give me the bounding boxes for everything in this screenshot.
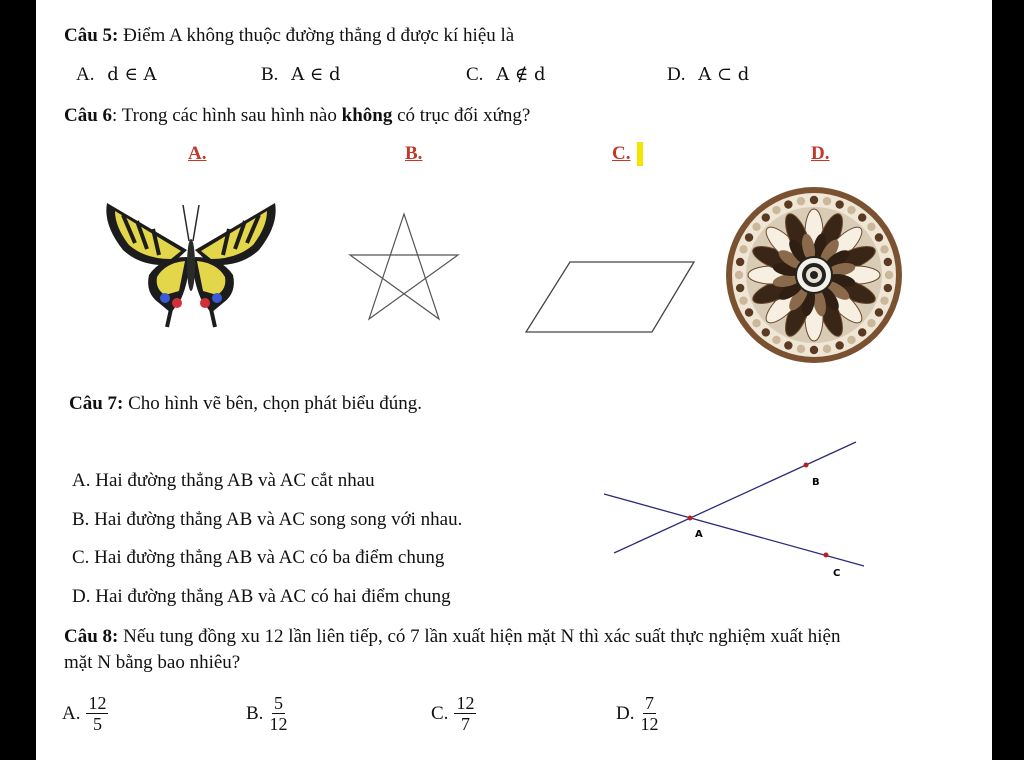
q5-option-d[interactable]: [667, 64, 749, 86]
q7-text: Cho hình vẽ bên, chọn phát biểu đúng.: [128, 393, 423, 414]
circular-mosaic-image: [724, 185, 904, 365]
lines-ab-ac-diagram: [596, 435, 876, 585]
text-cursor-highlight: [637, 142, 643, 166]
q8-option-d-fraction: [640, 693, 658, 734]
q8-option-a-letter: A.: [62, 702, 81, 724]
q8-option-a-numerator: 12: [88, 693, 107, 713]
q6-label-c[interactable]: C.: [612, 143, 631, 164]
q8-option-b-letter: B.: [246, 702, 264, 724]
q6-number: Câu 6: [64, 105, 113, 126]
q6-text-pre: : Trong các hình sau hình nào: [112, 105, 342, 126]
q5-option-a-letter: A.: [76, 64, 95, 85]
q5-option-a[interactable]: [76, 64, 157, 86]
q8-option-b-fraction: [269, 693, 287, 734]
q6-label-d[interactable]: D.: [811, 143, 830, 164]
q8-option-c-denominator: 7: [460, 714, 470, 734]
worksheet-page: [36, 0, 992, 760]
point-b: [804, 463, 809, 468]
q8-option-b-denominator: 12: [269, 714, 288, 734]
q5-stem: [64, 25, 514, 47]
pentagram-star-figure: [346, 210, 466, 325]
point-b-label: B: [812, 477, 820, 488]
q8-option-d-numerator: 7: [644, 693, 654, 713]
point-a-label: A: [695, 529, 703, 540]
q7-stem: [69, 393, 422, 415]
q5-option-b-value: A ∈ d: [291, 64, 341, 85]
q8-number: Câu 8:: [64, 626, 119, 647]
q6-label-a[interactable]: A.: [188, 143, 207, 164]
point-c-label: C: [833, 568, 841, 579]
q7-option-a[interactable]: A. Hai đường thẳng AB và AC cắt nhau: [72, 470, 375, 491]
q6-label-b[interactable]: B.: [405, 143, 423, 164]
q5-number: Câu 5:: [64, 25, 119, 46]
point-a: [688, 516, 693, 521]
q8-stem-line1: [64, 626, 841, 648]
q8-option-c-fraction: [454, 693, 476, 734]
q7-option-d[interactable]: D. Hai đường thẳng AB và AC có hai điểm chung: [72, 586, 451, 607]
parallelogram-figure: [522, 258, 700, 338]
q5-option-b-letter: B.: [261, 64, 279, 85]
q8-text-line1: Nếu tung đồng xu 12 lần liên tiếp, có 7 lần xuất hiện mặt N thì xác suất thực nghiệm xuất hiện: [123, 626, 841, 647]
q8-option-a-fraction: [86, 693, 108, 734]
q8-option-c-numerator: 12: [456, 693, 475, 713]
q5-text: Điểm A không thuộc đường thẳng d được kí hiệu là: [123, 25, 515, 46]
q5-option-d-value: A ⊂ d: [698, 64, 750, 85]
point-c: [824, 553, 829, 558]
q6-text-post: có trục đối xứng?: [392, 105, 531, 126]
q5-option-d-letter: D.: [667, 64, 686, 85]
q6-stem: [64, 105, 530, 127]
q8-option-b[interactable]: [246, 693, 287, 734]
q5-option-b[interactable]: [261, 64, 340, 86]
q5-option-a-value: d ∈ A: [107, 64, 157, 85]
q8-option-c[interactable]: [431, 693, 476, 734]
q5-option-c-value: A ∉ d: [496, 64, 546, 85]
q7-number: Câu 7:: [69, 393, 124, 414]
q7-option-b[interactable]: B. Hai đường thẳng AB và AC song song với nhau.: [72, 509, 463, 530]
q8-option-b-numerator: 5: [273, 693, 283, 713]
q8-option-c-letter: C.: [431, 702, 449, 724]
q8-option-a[interactable]: [62, 693, 108, 734]
q6-text-bold: không: [341, 105, 393, 126]
q8-option-d[interactable]: [616, 693, 658, 734]
q5-option-c-letter: C.: [466, 64, 484, 85]
q8-option-d-denominator: 12: [640, 714, 659, 734]
q8-option-d-letter: D.: [616, 702, 635, 724]
q8-option-a-denominator: 5: [92, 714, 102, 734]
q8-text-line2: mặt N bằng bao nhiêu?: [64, 652, 241, 673]
q5-option-c[interactable]: [466, 64, 545, 86]
q7-option-c[interactable]: C. Hai đường thẳng AB và AC có ba điểm chung: [72, 547, 445, 568]
butterfly-image: [101, 195, 281, 330]
line-ab: [614, 442, 856, 553]
